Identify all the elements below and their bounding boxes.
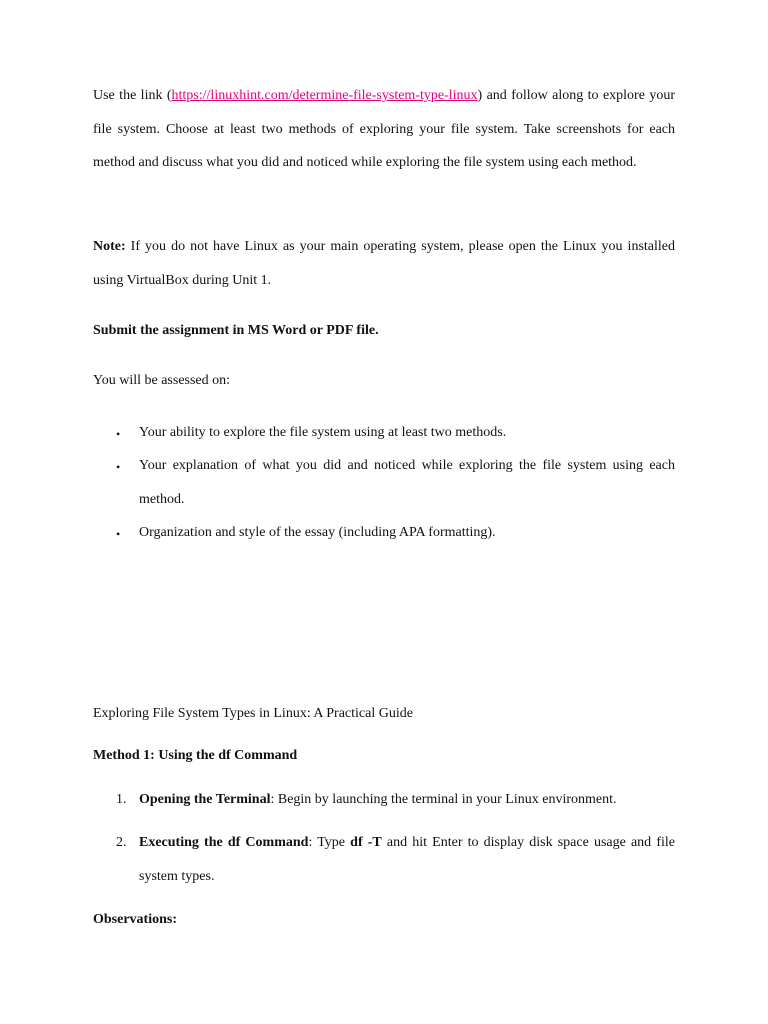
assessed-intro: You will be assessed on: xyxy=(93,373,231,388)
note-paragraph xyxy=(93,230,675,297)
bullet-item-3: Organization and style of the essay (including APA formatting). xyxy=(139,525,496,540)
step-2-title: Executing the df Command xyxy=(139,835,309,850)
note-text: If you do not have Linux as your main operating system, please open the Linux you installed using VirtualBox during Unit 1. xyxy=(93,239,675,288)
intro-paragraph xyxy=(93,79,675,180)
step-2-command: df -T xyxy=(350,835,382,850)
step-number: 1. xyxy=(116,792,127,807)
step-2-text: and hit Enter to display disk space usage and file system types. xyxy=(139,835,675,884)
note-label: Note: xyxy=(93,239,126,254)
step-number: 2. xyxy=(116,835,127,850)
bullet-item-1: Your ability to explore the file system using at least two methods. xyxy=(139,425,507,440)
step-1 xyxy=(139,783,675,817)
bullet-marker: • xyxy=(116,527,121,541)
step-2-pre: : Type xyxy=(308,835,351,850)
bullet-marker: • xyxy=(116,427,121,441)
observations-heading: Observations: xyxy=(93,912,177,927)
method1-heading: Method 1: Using the df Command xyxy=(93,748,298,763)
step-1-text: : Begin by launching the terminal in your Linux environment. xyxy=(270,792,617,807)
linuxhint-link[interactable]: https://linuxhint.com/determine-file-system-type-linux xyxy=(171,88,478,103)
essay-title: Exploring File System Types in Linux: A Practical Guide xyxy=(93,706,413,721)
step-2 xyxy=(139,826,675,894)
step-1-title: Opening the Terminal xyxy=(139,792,271,807)
bullet-marker: • xyxy=(116,460,121,474)
intro-text-after: ) and follow along to explore your file system. Choose at least two methods of exploring your file system. Take screenshots for each method and discuss what you did and noticed while exploring the file system using each method. xyxy=(93,88,676,170)
submit-instruction: Submit the assignment in MS Word or PDF file. xyxy=(93,323,379,338)
bullet-item-2: Your explanation of what you did and noticed while exploring the file system using each method. xyxy=(139,458,675,507)
intro-text-before: Use the link ( xyxy=(93,88,172,103)
